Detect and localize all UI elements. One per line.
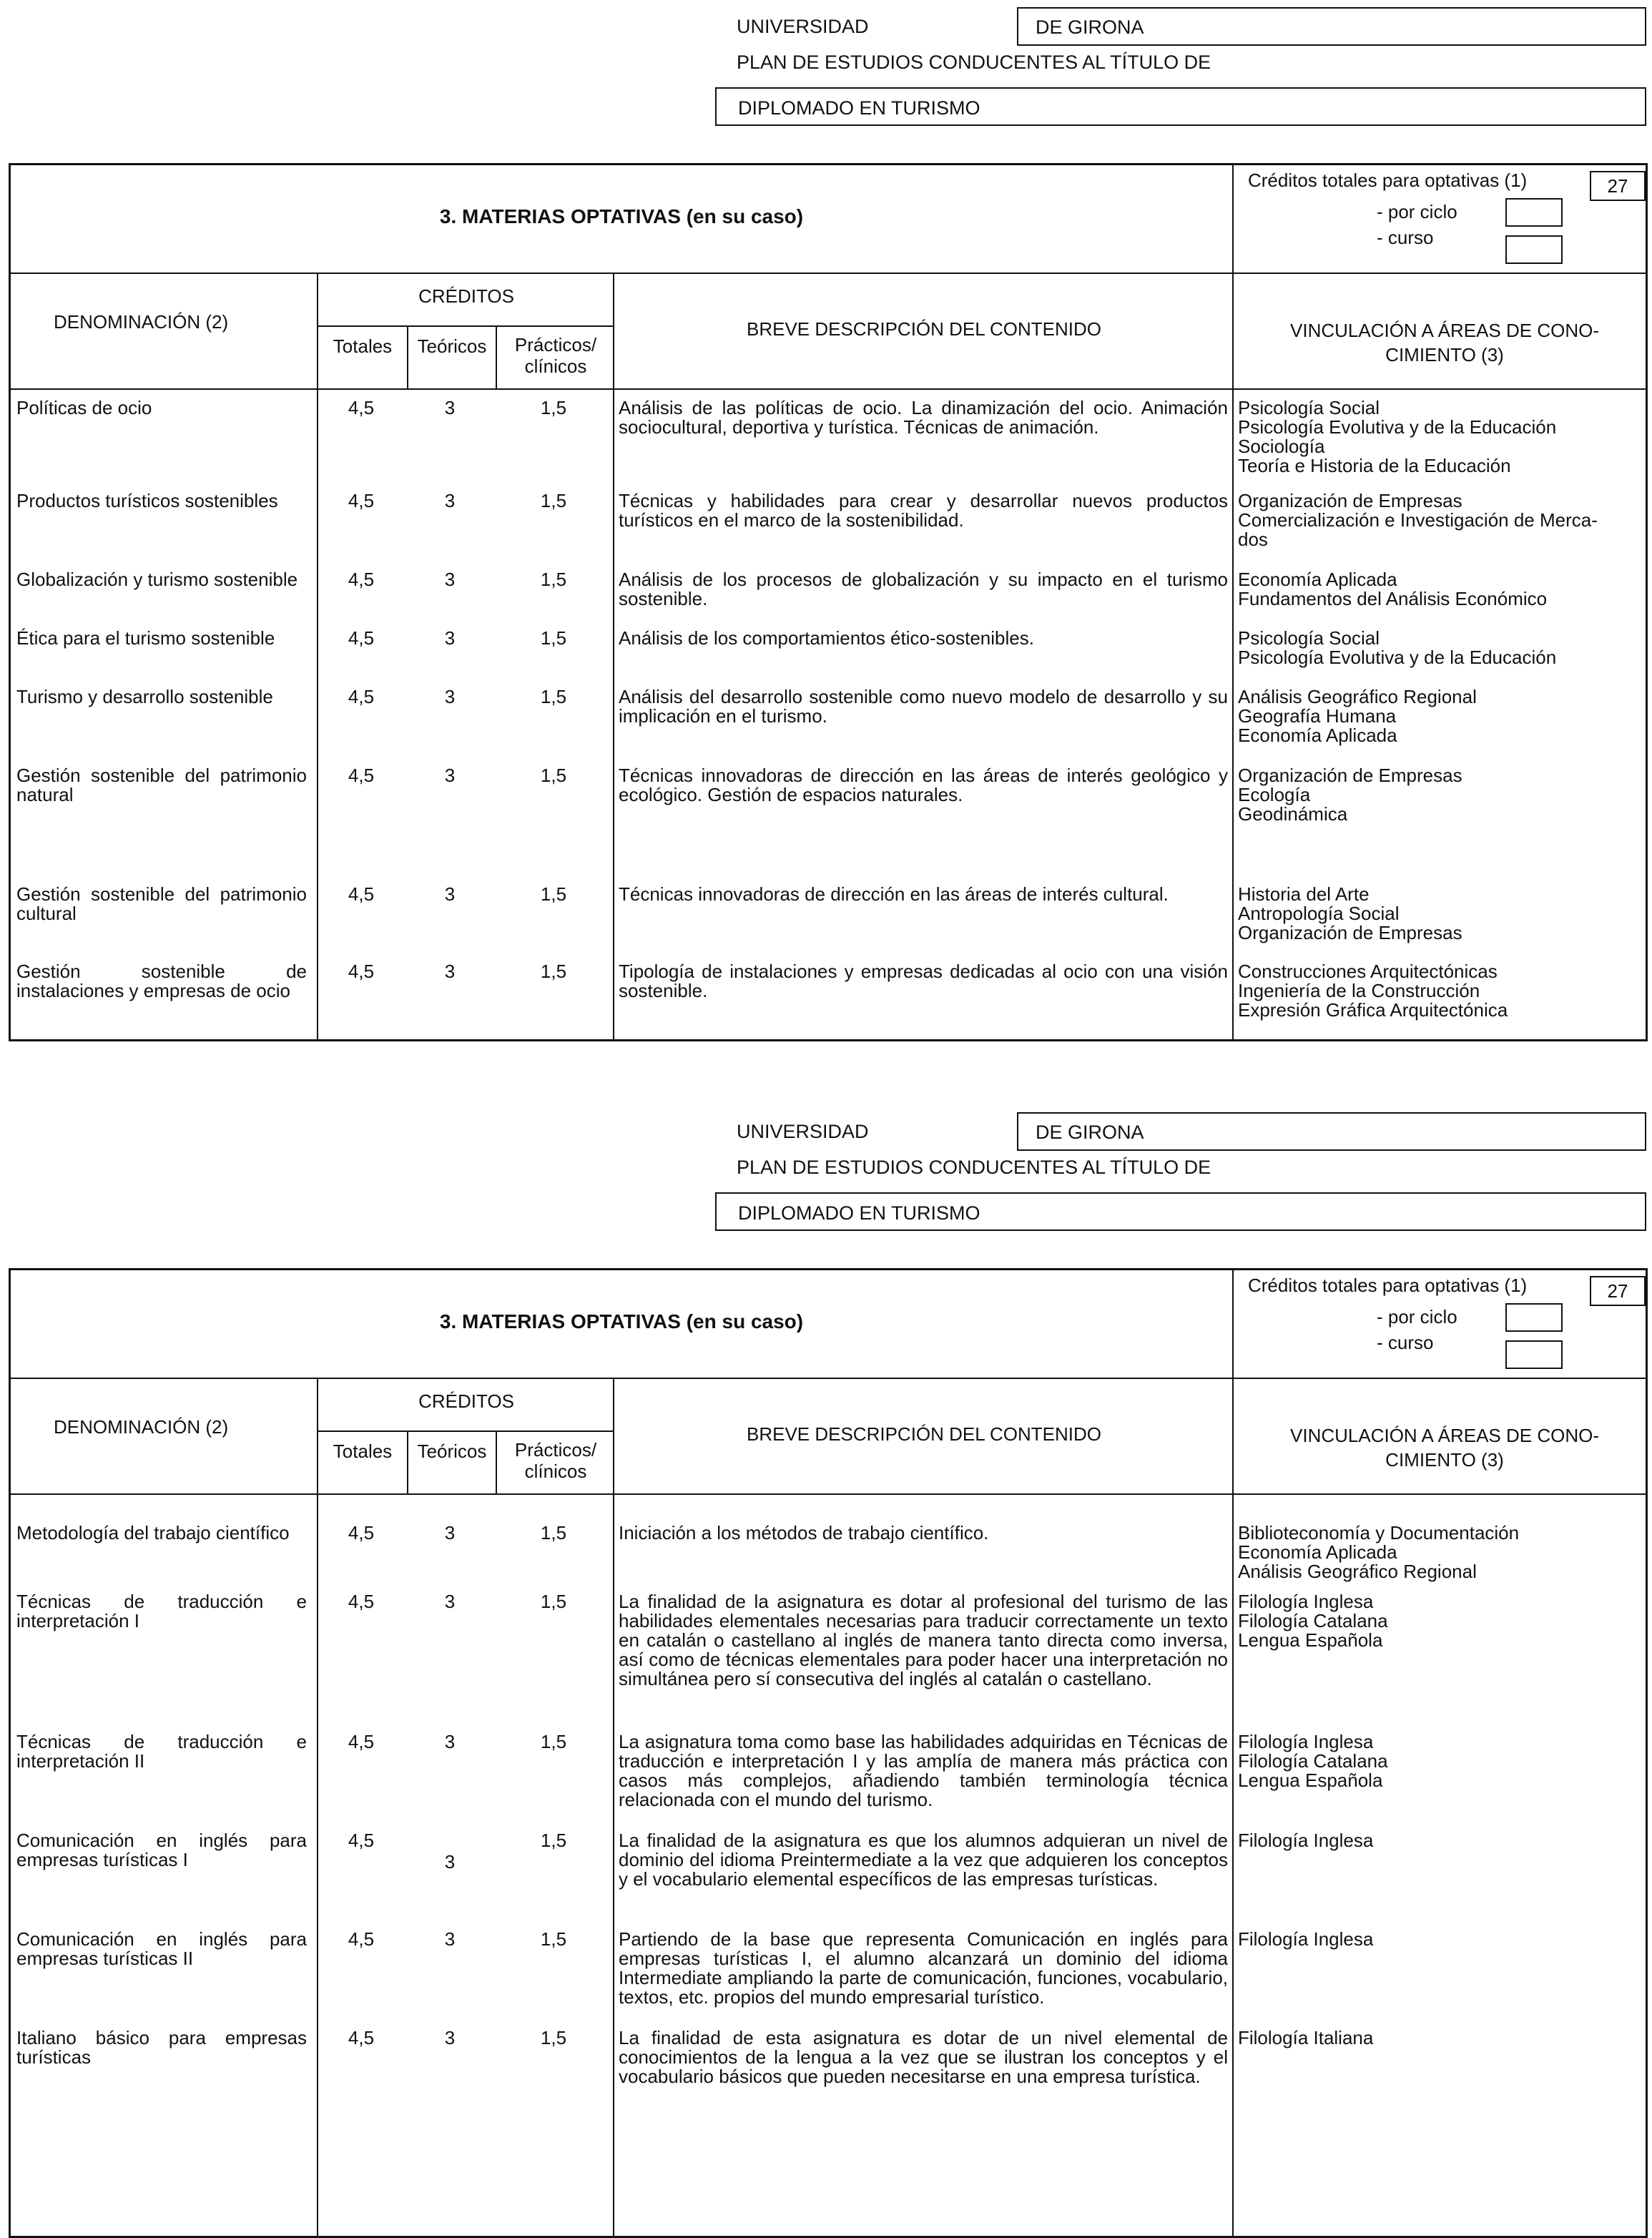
subject-description: La finalidad de esta asignatura es dotar de un nivel elemental de conocimientos de la lengua a la vez que se ilustran los conceptos y el vocabulario básicos que pueden necesitarse en una empresa turística.: [619, 2027, 1228, 2087]
knowledge-area: Organización de Empresas: [1238, 765, 1462, 786]
credits-teoricos: 3: [444, 569, 456, 590]
col-descripcion-label: BREVE DESCRIPCIÓN DEL CONTENIDO: [746, 318, 1101, 340]
credits-totales: 4,5: [348, 627, 375, 649]
knowledge-areas: [1238, 2028, 1640, 2048]
col-vinculacion-line2: CIMIENTO (3): [1385, 344, 1504, 365]
credits-totales: 4,5: [348, 490, 375, 511]
column-header: [11, 274, 1646, 390]
table-row: [11, 1920, 1646, 2018]
university-value: DE GIRONA: [1036, 16, 1144, 38]
curso-label: - curso: [1377, 227, 1434, 248]
col-practicos-line1: Prácticos/: [514, 1439, 597, 1461]
knowledge-area: Construcciones Arquitectónicas: [1238, 961, 1498, 982]
col-vinculacion-label: [1262, 1423, 1627, 1472]
credits-practicos: 1,5: [540, 1731, 567, 1752]
subject-name: Gestión sostenible del patrimonio cultural: [16, 883, 307, 924]
col-descripcion: [613, 274, 1232, 388]
knowledge-area: Fundamentos del Análisis Económico: [1238, 588, 1548, 609]
knowledge-areas: [1238, 962, 1640, 1020]
credits-teoricos: 3: [444, 397, 456, 418]
university-label: UNIVERSIDAD: [737, 1121, 869, 1142]
credits-teoricos: 3: [444, 765, 456, 786]
optativas-value: 27: [1590, 171, 1646, 201]
col-descripcion: [613, 1379, 1232, 1493]
credits-practicos: 1,5: [540, 397, 567, 418]
knowledge-area: Comercialización e Investigación de Merca-: [1238, 509, 1598, 531]
table-row: [11, 879, 1646, 956]
curso-box: [1505, 1340, 1563, 1369]
subject-description: Tipología de instalaciones y empresas dedicadas al ocio con una visión sostenible.: [619, 961, 1228, 1001]
knowledge-area: Economía Aplicada: [1238, 569, 1397, 590]
knowledge-areas: [1238, 1831, 1640, 1850]
university-box: [1017, 1112, 1646, 1151]
subject-name: Comunicación en inglés para empresas turísticas II: [16, 1928, 307, 1969]
col-creditos-label: CRÉDITOS: [418, 285, 514, 307]
curso-label: - curso: [1377, 1332, 1434, 1353]
credits-teoricos: 3: [444, 1928, 456, 1950]
optativas-value: 27: [1590, 1276, 1646, 1306]
credits-totales: 4,5: [348, 1830, 375, 1851]
degree-value: DIPLOMADO EN TURISMO: [738, 1202, 980, 1224]
column-header: [11, 1379, 1646, 1495]
knowledge-area: Sociología: [1238, 436, 1325, 457]
credits-practicos: 1,5: [540, 1522, 567, 1543]
subject-description: La finalidad de la asignatura es dotar al profesional del turismo de las habilidades elementales necesarias para traducir correctamente un texto en catalán o castellano al inglés de manera tanto directa como inversa, así como de técnicas elementales para poder hacer una interpretación no simultánea pero sí consecutiva del inglés al catalán o castellano.: [619, 1591, 1228, 1689]
knowledge-area: dos: [1238, 529, 1268, 550]
col-practicos-line2: clínicos: [524, 1461, 587, 1482]
subject-name: Ética para el turismo sostenible: [16, 627, 275, 649]
degree-box: [715, 1192, 1646, 1231]
knowledge-area: Antropología Social: [1238, 903, 1400, 924]
credits-teoricos: 3: [444, 2027, 456, 2048]
knowledge-area: Psicología Social: [1238, 397, 1380, 418]
section-title: 3. MATERIAS OPTATIVAS (en su caso): [439, 1310, 804, 1333]
subject-description: Análisis de los procesos de globalización y su impacto en el turismo sostenible.: [619, 569, 1228, 609]
knowledge-areas: [1238, 687, 1640, 745]
col-totales: Totales: [333, 335, 393, 357]
credits-practicos: 1,5: [540, 883, 567, 905]
subject-description: La finalidad de la asignatura es que los alumnos adquieran un nivel de dominio del idioma Preintermediate a la vez que adquieren los conceptos y el vocabulario elemental específicos de las empresas turísticas.: [619, 1830, 1228, 1890]
subject-description: Partiendo de la base que representa Comunicación en inglés para empresas turísticas I, el alumno alcanzará un dominio del idioma Intermediate ampliando la parte de comunicación, funciones, vocabulario, textos, etc. propios del mundo empresarial turístico.: [619, 1928, 1228, 2008]
por-ciclo-box: [1505, 198, 1563, 227]
credits-teoricos: 3: [444, 1591, 456, 1612]
knowledge-area: Ecología: [1238, 784, 1311, 805]
subject-name: Técnicas de traducción e interpretación II: [16, 1731, 307, 1772]
knowledge-area: Organización de Empresas: [1238, 490, 1462, 511]
table-row: [11, 1495, 1646, 1582]
knowledge-area: Filología Catalana: [1238, 1610, 1388, 1631]
col-vinculacion: [1232, 1379, 1646, 1493]
credits-summary: [1232, 1270, 1647, 1378]
knowledge-area: Filología Inglesa: [1238, 1591, 1374, 1612]
table-row: [11, 760, 1646, 879]
credits-teoricos: 3: [444, 883, 456, 905]
knowledge-area: Psicología Evolutiva y de la Educación: [1238, 416, 1557, 438]
knowledge-area: Economía Aplicada: [1238, 725, 1397, 746]
credits-practicos: 1,5: [540, 686, 567, 707]
table-row: [11, 682, 1646, 760]
plan-label: PLAN DE ESTUDIOS CONDUCENTES AL TÍTULO DE: [737, 1157, 1211, 1178]
knowledge-area: Lengua Española: [1238, 1770, 1383, 1791]
table-row: [11, 486, 1646, 564]
knowledge-area: Filología Inglesa: [1238, 1731, 1374, 1752]
credits-teoricos: 3: [444, 1731, 456, 1752]
credits-totales: 4,5: [348, 1928, 375, 1950]
credits-teoricos: 3: [444, 490, 456, 511]
col-totales: Totales: [333, 1441, 393, 1462]
curso-box: [1505, 235, 1563, 264]
knowledge-area: Economía Aplicada: [1238, 1541, 1397, 1563]
credits-totales: 4,5: [348, 961, 375, 982]
knowledge-area: Filología Italiana: [1238, 2027, 1374, 2048]
knowledge-areas: [1238, 629, 1640, 667]
credits-totales: 4,5: [348, 1591, 375, 1612]
table-row: [11, 564, 1646, 623]
subject-name: Globalización y turismo sostenible: [16, 569, 298, 590]
credits-totales: 4,5: [348, 569, 375, 590]
por-ciclo-label: - por ciclo: [1377, 1306, 1457, 1327]
knowledge-area: Análisis Geográfico Regional: [1238, 686, 1477, 707]
credits-teoricos: 3: [444, 1851, 456, 1873]
subject-description: Análisis de las políticas de ocio. La dinamización del ocio. Animación sociocultural, deportiva y turística. Técnicas de animación.: [619, 397, 1228, 438]
knowledge-area: Geodinámica: [1238, 803, 1348, 825]
credits-teoricos: 3: [444, 686, 456, 707]
subject-name: Productos turísticos sostenibles: [16, 490, 278, 511]
credits-practicos: 1,5: [540, 961, 567, 982]
col-vinculacion-line2: CIMIENTO (3): [1385, 1449, 1504, 1471]
col-practicos-line2: clínicos: [524, 355, 587, 377]
knowledge-area: Teoría e Historia de la Educación: [1238, 455, 1511, 476]
optativas-table: [9, 1268, 1648, 2238]
knowledge-area: Filología Inglesa: [1238, 1928, 1374, 1950]
subject-name: Técnicas de traducción e interpretación I: [16, 1591, 307, 1631]
subject-name: Políticas de ocio: [16, 397, 152, 418]
knowledge-areas: [1238, 1732, 1640, 1790]
knowledge-areas: [1238, 1523, 1640, 1581]
credits-practicos: 1,5: [540, 765, 567, 786]
credits-practicos: 1,5: [540, 1830, 567, 1851]
col-creditos-label: CRÉDITOS: [418, 1390, 514, 1412]
col-denominacion-label: DENOMINACIÓN (2): [54, 311, 229, 333]
credits-practicos: 1,5: [540, 2027, 567, 2048]
optativas-label: Créditos totales para optativas (1): [1248, 170, 1528, 191]
subject-name: Italiano básico para empresas turísticas: [16, 2027, 307, 2068]
subject-name: Gestión sostenible de instalaciones y empresas de ocio: [16, 961, 307, 1001]
table-body: [11, 390, 1646, 1039]
subject-description: La asignatura toma como base las habilidades adquiridas en Técnicas de traducción e interpretación I y las amplía de manera más práctica con casos más complejos, añadiendo también terminología técnica relacionada con el mundo del turismo.: [619, 1731, 1228, 1810]
optativas-label: Créditos totales para optativas (1): [1248, 1275, 1528, 1296]
table-row: [11, 623, 1646, 682]
credits-practicos: 1,5: [540, 569, 567, 590]
table-row: [11, 1821, 1646, 1920]
credits-practicos: 1,5: [540, 1928, 567, 1950]
university-box: [1017, 7, 1646, 46]
knowledge-areas: [1238, 398, 1640, 476]
optativas-table: [9, 163, 1648, 1041]
credits-summary: [1232, 165, 1647, 273]
subject-description: Iniciación a los métodos de trabajo científico.: [619, 1522, 989, 1543]
knowledge-area: Filología Inglesa: [1238, 1830, 1374, 1851]
table-row: [11, 1722, 1646, 1821]
col-denominacion: [11, 1379, 317, 1493]
col-practicos-line1: Prácticos/: [514, 334, 597, 355]
subject-description: Técnicas y habilidades para crear y desarrollar nuevos productos turísticos en el marco de la sostenibilidad.: [619, 490, 1228, 531]
col-vinculacion-line1: VINCULACIÓN A ÁREAS DE CONO-: [1290, 320, 1599, 341]
table-row: [11, 2018, 1646, 2126]
knowledge-areas: [1238, 885, 1640, 943]
knowledge-areas: [1238, 491, 1640, 549]
knowledge-area: Psicología Social: [1238, 627, 1380, 649]
col-vinculacion-label: [1262, 318, 1627, 367]
col-vinculacion-line1: VINCULACIÓN A ÁREAS DE CONO-: [1290, 1425, 1599, 1446]
subject-name: Metodología del trabajo científico: [16, 1522, 290, 1543]
knowledge-areas: [1238, 1930, 1640, 1949]
table-row: [11, 956, 1646, 1039]
knowledge-area: Biblioteconomía y Documentación: [1238, 1522, 1520, 1543]
knowledge-areas: [1238, 1592, 1640, 1650]
knowledge-areas: [1238, 570, 1640, 609]
credits-totales: 4,5: [348, 686, 375, 707]
credits-totales: 4,5: [348, 397, 375, 418]
col-vinculacion: [1232, 274, 1646, 388]
creditos-subheader: [318, 1430, 614, 1495]
section-header: [11, 165, 1646, 274]
subject-description: Técnicas innovadoras de dirección en las áreas de interés geológico y ecológico. Gestión de espacios naturales.: [619, 765, 1228, 805]
knowledge-area: Filología Catalana: [1238, 1750, 1388, 1772]
table-row: [11, 390, 1646, 486]
knowledge-areas: [1238, 766, 1640, 824]
col-teoricos: Teóricos: [407, 327, 496, 390]
credits-teoricos: 3: [444, 627, 456, 649]
plan-label: PLAN DE ESTUDIOS CONDUCENTES AL TÍTULO DE: [737, 51, 1211, 73]
col-creditos: [317, 274, 613, 388]
knowledge-area: Organización de Empresas: [1238, 922, 1462, 943]
credits-practicos: 1,5: [540, 627, 567, 649]
subject-name: Gestión sostenible del patrimonio natural: [16, 765, 307, 805]
knowledge-area: Historia del Arte: [1238, 883, 1370, 905]
subject-description: Técnicas innovadoras de dirección en las áreas de interés cultural.: [619, 883, 1169, 905]
credits-practicos: 1,5: [540, 490, 567, 511]
knowledge-area: Ingeniería de la Construcción: [1238, 980, 1480, 1001]
table-row: [11, 1582, 1646, 1722]
col-descripcion-label: BREVE DESCRIPCIÓN DEL CONTENIDO: [746, 1423, 1101, 1445]
credits-practicos: 1,5: [540, 1591, 567, 1612]
university-value: DE GIRONA: [1036, 1122, 1144, 1143]
knowledge-area: Geografía Humana: [1238, 705, 1397, 727]
por-ciclo-label: - por ciclo: [1377, 201, 1457, 222]
creditos-subheader: [318, 325, 614, 390]
section-header: [11, 1270, 1646, 1379]
credits-teoricos: 3: [444, 1522, 456, 1543]
subject-name: Turismo y desarrollo sostenible: [16, 686, 273, 707]
knowledge-area: Expresión Gráfica Arquitectónica: [1238, 999, 1508, 1021]
col-practicos: [496, 327, 614, 390]
credits-teoricos: 3: [444, 961, 456, 982]
credits-totales: 4,5: [348, 2027, 375, 2048]
subject-description: Análisis del desarrollo sostenible como nuevo modelo de desarrollo y su implicación en el turismo.: [619, 686, 1228, 727]
table-body: [11, 1495, 1646, 2236]
credits-totales: 4,5: [348, 1731, 375, 1752]
credits-totales: 4,5: [348, 883, 375, 905]
col-creditos: [317, 1379, 613, 1493]
degree-box: [715, 87, 1646, 126]
knowledge-area: Lengua Española: [1238, 1629, 1383, 1651]
col-denominacion: [11, 274, 317, 388]
col-teoricos: Teóricos: [407, 1432, 496, 1495]
knowledge-area: Psicología Evolutiva y de la Educación: [1238, 647, 1557, 668]
col-practicos: [496, 1432, 614, 1495]
subject-description: Análisis de los comportamientos ético-sostenibles.: [619, 627, 1034, 649]
credits-totales: 4,5: [348, 765, 375, 786]
knowledge-area: Análisis Geográfico Regional: [1238, 1561, 1477, 1582]
university-label: UNIVERSIDAD: [737, 16, 869, 37]
por-ciclo-box: [1505, 1303, 1563, 1332]
section-title: 3. MATERIAS OPTATIVAS (en su caso): [439, 205, 804, 227]
degree-value: DIPLOMADO EN TURISMO: [738, 97, 980, 119]
col-denominacion-label: DENOMINACIÓN (2): [54, 1416, 229, 1438]
credits-totales: 4,5: [348, 1522, 375, 1543]
subject-name: Comunicación en inglés para empresas turísticas I: [16, 1830, 307, 1870]
